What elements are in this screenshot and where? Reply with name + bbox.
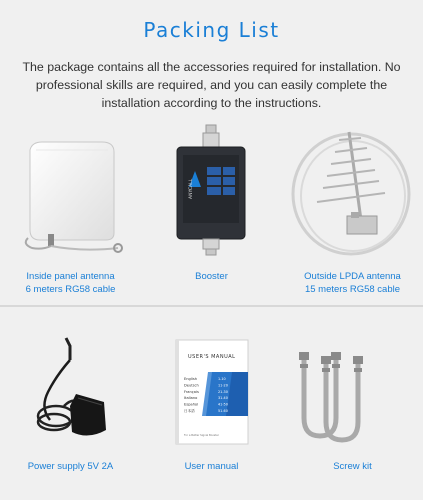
screw-kit-image (292, 346, 372, 446)
manual-language: Español (184, 402, 199, 407)
manual-page-range: 21-30 (218, 389, 228, 394)
caption-panel-antenna: Inside panel antenna 6 meters RG58 cable (25, 271, 116, 295)
booster-brand-label: ANYCALL (189, 178, 194, 199)
caption-booster: Booster (195, 271, 228, 282)
manual-page-range: 41-50 (218, 402, 228, 407)
manual-page-range: 51-60 (218, 409, 228, 413)
manual-page-range: 1-10 (218, 377, 226, 381)
manual-language: Italiano (184, 396, 198, 401)
package-description: The package contains all the accessories required for installation. No professional skills are required, and you can easily complete the installation according to the instructions. (22, 60, 401, 110)
manual-footer: For a Better Signal Booster (184, 434, 219, 437)
manual-page-range: 31-40 (218, 396, 228, 401)
caption-screw-kit: Screw kit (333, 461, 372, 472)
manual-title: USER'S MANUAL (188, 354, 236, 360)
page-title: Packing List (143, 18, 280, 42)
manual-language: English (184, 377, 197, 381)
caption-power-supply: Power supply 5V 2A (27, 461, 114, 472)
manual-language: Français (184, 389, 199, 394)
section-divider (0, 305, 423, 307)
manual-page-range: 11-20 (218, 383, 228, 388)
power-supply-image (26, 336, 116, 446)
user-manual-image (172, 336, 252, 446)
manual-language: 日本語 (184, 409, 195, 413)
caption-lpda-antenna: Outside LPDA antenna 15 meters RG58 cable (304, 271, 401, 295)
lpda-antenna-image (289, 128, 419, 258)
panel-antenna-image (22, 138, 132, 253)
manual-language: Deutsch (184, 383, 199, 388)
booster-image (171, 125, 251, 255)
caption-user-manual: User manual (184, 461, 239, 472)
